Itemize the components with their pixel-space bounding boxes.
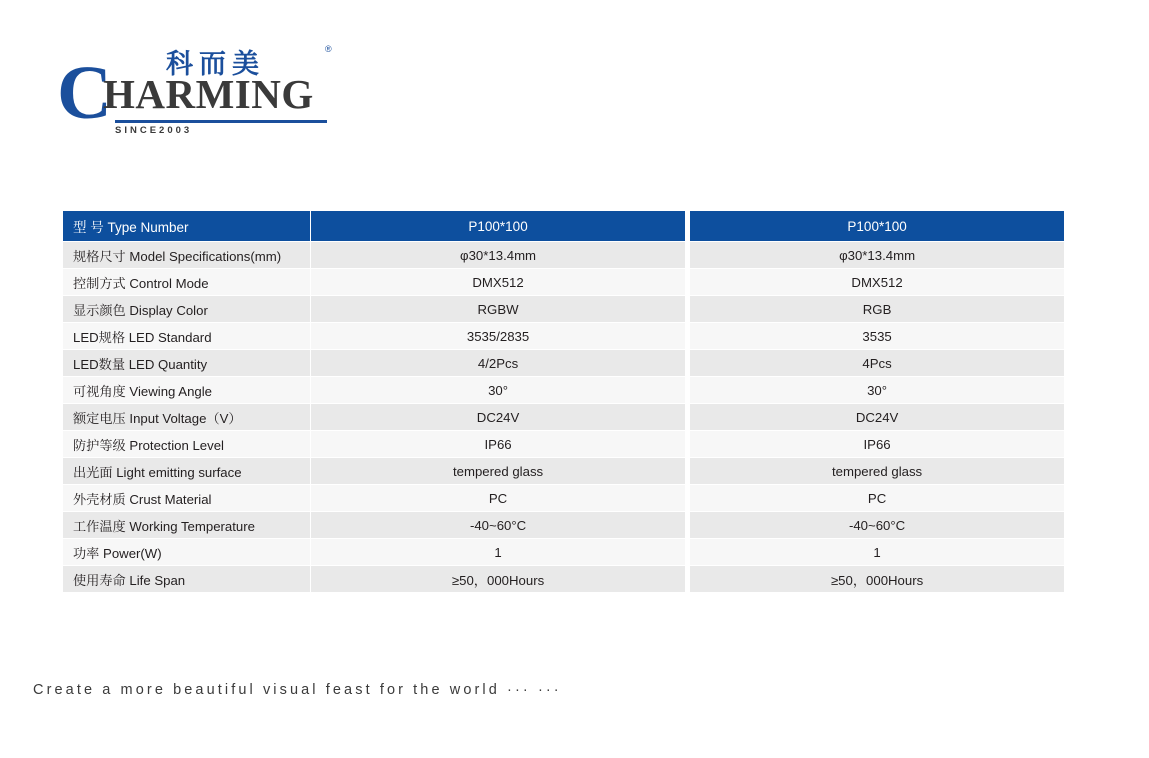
table-row <box>63 458 1065 485</box>
row-value-model-1: IP66 <box>311 431 686 458</box>
table-row <box>63 431 1065 458</box>
row-value-model-2: tempered glass <box>690 458 1065 485</box>
row-label: LED数量 LED Quantity <box>63 350 311 377</box>
row-label: 外壳材质 Crust Material <box>63 485 311 512</box>
header-model-1: P100*100 <box>311 211 686 242</box>
row-value-model-1: RGBW <box>311 296 686 323</box>
logo-divider <box>115 120 327 123</box>
header-type-number: 型 号 Type Number <box>63 211 311 242</box>
row-value-model-2: RGB <box>690 296 1065 323</box>
row-label: 额定电压 Input Voltage（V） <box>63 404 311 431</box>
row-value-model-1: 4/2Pcs <box>311 350 686 377</box>
table-row <box>63 512 1065 539</box>
row-value-model-1: 1 <box>311 539 686 566</box>
table-body <box>63 242 1065 593</box>
logo-initial-letter: C <box>57 51 112 135</box>
row-value-model-1: DMX512 <box>311 269 686 296</box>
row-value-model-2: DMX512 <box>690 269 1065 296</box>
row-label: 规格尺寸 Model Specifications(mm) <box>63 242 311 269</box>
row-value-model-1: tempered glass <box>311 458 686 485</box>
specifications-table <box>62 210 1065 593</box>
table-row <box>63 485 1065 512</box>
table-row <box>63 566 1065 593</box>
footer-tagline: Create a more beautiful visual feast for the world ··· ··· <box>33 682 562 698</box>
row-value-model-2: PC <box>690 485 1065 512</box>
registered-trademark-icon: ® <box>325 44 332 54</box>
table-row <box>63 539 1065 566</box>
row-value-model-2: 1 <box>690 539 1065 566</box>
row-label: 工作温度 Working Temperature <box>63 512 311 539</box>
row-value-model-2: 3535 <box>690 323 1065 350</box>
row-value-model-1: DC24V <box>311 404 686 431</box>
row-label: 可视角度 Viewing Angle <box>63 377 311 404</box>
company-logo <box>57 42 357 136</box>
row-value-model-1: φ30*13.4mm <box>311 242 686 269</box>
table-row <box>63 269 1065 296</box>
row-value-model-2: 30° <box>690 377 1065 404</box>
row-value-model-2: DC24V <box>690 404 1065 431</box>
row-value-model-1: 3535/2835 <box>311 323 686 350</box>
row-label: 防护等级 Protection Level <box>63 431 311 458</box>
table-row <box>63 404 1065 431</box>
row-label: LED规格 LED Standard <box>63 323 311 350</box>
row-label: 功率 Power(W) <box>63 539 311 566</box>
row-value-model-1: ≥50，000Hours <box>311 566 686 593</box>
row-label: 使用寿命 Life Span <box>63 566 311 593</box>
row-value-model-2: 4Pcs <box>690 350 1065 377</box>
table-row <box>63 350 1065 377</box>
table-header-row <box>63 211 1065 242</box>
row-value-model-2: φ30*13.4mm <box>690 242 1065 269</box>
row-value-model-2: -40~60°C <box>690 512 1065 539</box>
table-row <box>63 296 1065 323</box>
row-value-model-2: IP66 <box>690 431 1065 458</box>
table-row <box>63 377 1065 404</box>
table-row <box>63 242 1065 269</box>
logo-since-text: SINCE2003 <box>115 125 193 136</box>
table-row <box>63 323 1065 350</box>
row-value-model-1: -40~60°C <box>311 512 686 539</box>
header-model-2: P100*100 <box>690 211 1065 242</box>
logo-chinese-name: 科而美 <box>166 49 265 80</box>
row-value-model-1: PC <box>311 485 686 512</box>
row-label: 控制方式 Control Mode <box>63 269 311 296</box>
row-label: 显示颜色 Display Color <box>63 296 311 323</box>
row-label: 出光面 Light emitting surface <box>63 458 311 485</box>
logo-wordmark: HARMING <box>103 71 314 117</box>
row-value-model-1: 30° <box>311 377 686 404</box>
row-value-model-2: ≥50，000Hours <box>690 566 1065 593</box>
